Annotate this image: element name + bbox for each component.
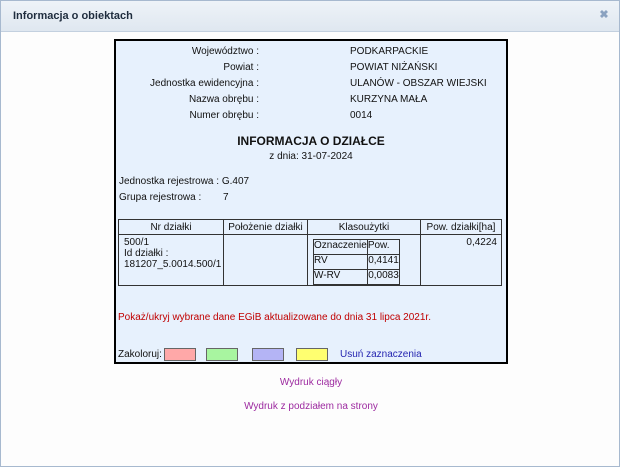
- precinct-number-value: 0014: [350, 110, 373, 121]
- precinct-number-label: Numer obrębu :: [189, 110, 259, 121]
- location-row-county: [116, 61, 506, 74]
- registry-unit-row: [119, 175, 249, 188]
- parcel-number-cell: [119, 235, 224, 286]
- location-row-precinct-number: [116, 109, 506, 122]
- land-class-code-header: Oznaczenie: [314, 240, 368, 255]
- col-header-parcel-number: Nr działki: [119, 220, 224, 235]
- land-class-area: 0,0083: [367, 270, 399, 285]
- land-class-row: [314, 255, 400, 270]
- registry-group-value: 7: [223, 192, 229, 203]
- land-classes-cell: [308, 235, 421, 286]
- land-class-code: RV: [314, 255, 368, 270]
- voivodeship-label: Województwo :: [191, 46, 259, 57]
- land-class-header-row: [314, 240, 400, 255]
- parcel-area-cell: 0,4224: [421, 235, 502, 286]
- location-row-unit: [116, 77, 506, 90]
- parcel-id: 181207_5.0014.500/1: [124, 259, 222, 270]
- land-class-code: W-RV: [314, 270, 368, 285]
- colorize-label: Zakoloruj:: [118, 349, 162, 360]
- land-class-area: 0,4141: [367, 255, 399, 270]
- land-class-row: [314, 270, 400, 285]
- col-header-location: Położenie działki: [224, 220, 308, 235]
- registry-unit-value: G.407: [221, 176, 250, 187]
- table-row: [119, 235, 502, 286]
- registry-unit-label: Jednostka rejestrowa :: [119, 176, 220, 187]
- print-continuous-link[interactable]: Wydruk ciągły: [279, 377, 343, 388]
- county-value: POWIAT NIŻAŃSKI: [350, 62, 438, 73]
- swatch-green[interactable]: [206, 348, 238, 361]
- voivodeship-value: PODKARPACKIE: [350, 46, 429, 57]
- close-icon[interactable]: ✖: [599, 9, 609, 21]
- precinct-name-value: KURZYNA MAŁA: [350, 94, 428, 105]
- parcel-number: 500/1: [124, 237, 150, 248]
- location-row-precinct: [116, 93, 506, 106]
- parcel-id-label: Id działki :: [124, 248, 169, 259]
- col-header-area: Pow. działki[ha]: [421, 220, 502, 235]
- county-label: Powiat :: [223, 62, 259, 73]
- page-title: INFORMACJA O DZIAŁCE: [237, 134, 385, 148]
- swatch-blue[interactable]: [252, 348, 284, 361]
- table-header-row: [119, 220, 502, 235]
- swatch-red[interactable]: [164, 348, 196, 361]
- clear-selection-link[interactable]: Usuń zaznaczenia: [340, 349, 422, 360]
- unit-value: ULANÓW - OBSZAR WIEJSKI: [350, 78, 487, 89]
- dialog-title: Informacja o obiektach: [13, 10, 133, 22]
- location-row-voivodeship: [116, 45, 506, 58]
- egib-toggle-link[interactable]: Pokaż/ukryj wybrane dane EGiB aktualizowane do dnia 31 lipca 2021r.: [118, 312, 431, 323]
- dialog-titlebar[interactable]: [1, 1, 619, 32]
- land-class-area-header: Pow.: [367, 240, 399, 255]
- swatch-yellow[interactable]: [296, 348, 328, 361]
- registry-group-row: [119, 191, 319, 204]
- parcel-info-panel: [114, 39, 508, 364]
- land-class-table: [313, 239, 400, 285]
- parcel-table: [118, 219, 502, 286]
- print-paged-link[interactable]: Wydruk z podziałem na strony: [244, 401, 378, 412]
- precinct-name-label: Nazwa obrębu :: [188, 94, 259, 105]
- col-header-land-classes: Klasoużytki: [308, 220, 421, 235]
- unit-label: Jednostka ewidencyjna :: [150, 78, 259, 89]
- report-date: z dnia: 31-07-2024: [269, 151, 353, 162]
- parcel-location-cell: [224, 235, 308, 286]
- registry-group-label: Grupa rejestrowa :: [119, 192, 202, 203]
